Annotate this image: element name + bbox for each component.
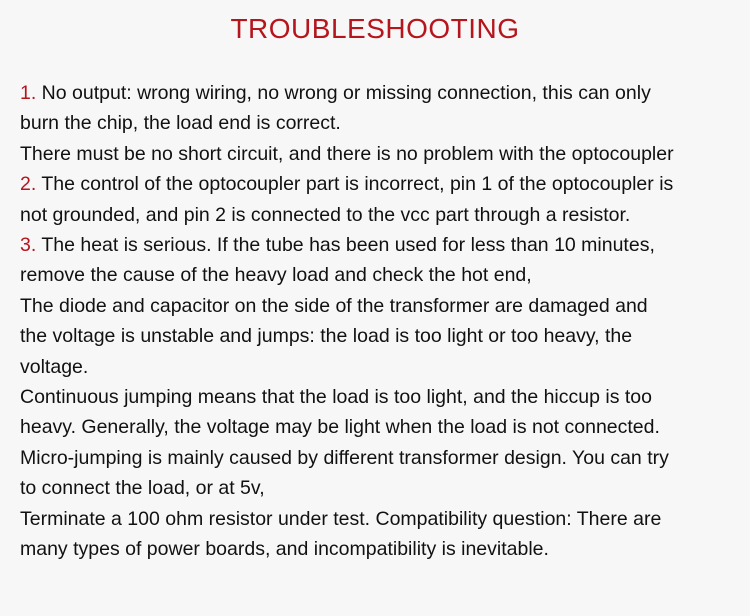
text-line: the voltage is unstable and jumps: the load is too light or too heavy, the bbox=[20, 325, 633, 348]
item-number: 1. bbox=[20, 82, 37, 104]
text-line: many types of power boards, and incompatibility is inevitable. bbox=[20, 538, 549, 561]
text-line: Micro-jumping is mainly caused by different transformer design. You can try bbox=[20, 446, 669, 469]
item-number: 2. bbox=[20, 173, 37, 196]
text-line: Terminate a 100 ohm resistor under test. Compatibility question: There are bbox=[20, 507, 662, 530]
text-line: heavy. Generally, the voltage may be light when the load is not connected. bbox=[20, 416, 660, 439]
text-line: not grounded, and pin 2 is connected to the vcc part through a resistor. bbox=[20, 203, 631, 226]
troubleshooting-text bbox=[20, 78, 740, 565]
text-line: Continuous jumping means that the load is too light, and the hiccup is too bbox=[20, 386, 652, 409]
text-line: burn the chip, the load end is correct. bbox=[20, 112, 341, 135]
page-title: TROUBLESHOOTING bbox=[230, 13, 520, 44]
text-line: 3. The heat is serious. If the tube has been used for less than 10 minutes, bbox=[20, 234, 655, 257]
item-number: 3. bbox=[20, 234, 37, 257]
text-line: There must be no short circuit, and there is no problem with the optocoupler bbox=[20, 142, 674, 165]
text-line: 1. No output: wrong wiring, no wrong or missing connection, this can only bbox=[20, 82, 651, 104]
text-line: The diode and capacitor on the side of the transformer are damaged and bbox=[20, 294, 648, 317]
text-line: voltage. bbox=[20, 355, 89, 378]
text-line: remove the cause of the heavy load and check the hot end, bbox=[20, 264, 532, 287]
text-line: to connect the load, or at 5v, bbox=[20, 477, 265, 500]
text-line: 2. The control of the optocoupler part is incorrect, pin 1 of the optocoupler is bbox=[20, 173, 674, 196]
